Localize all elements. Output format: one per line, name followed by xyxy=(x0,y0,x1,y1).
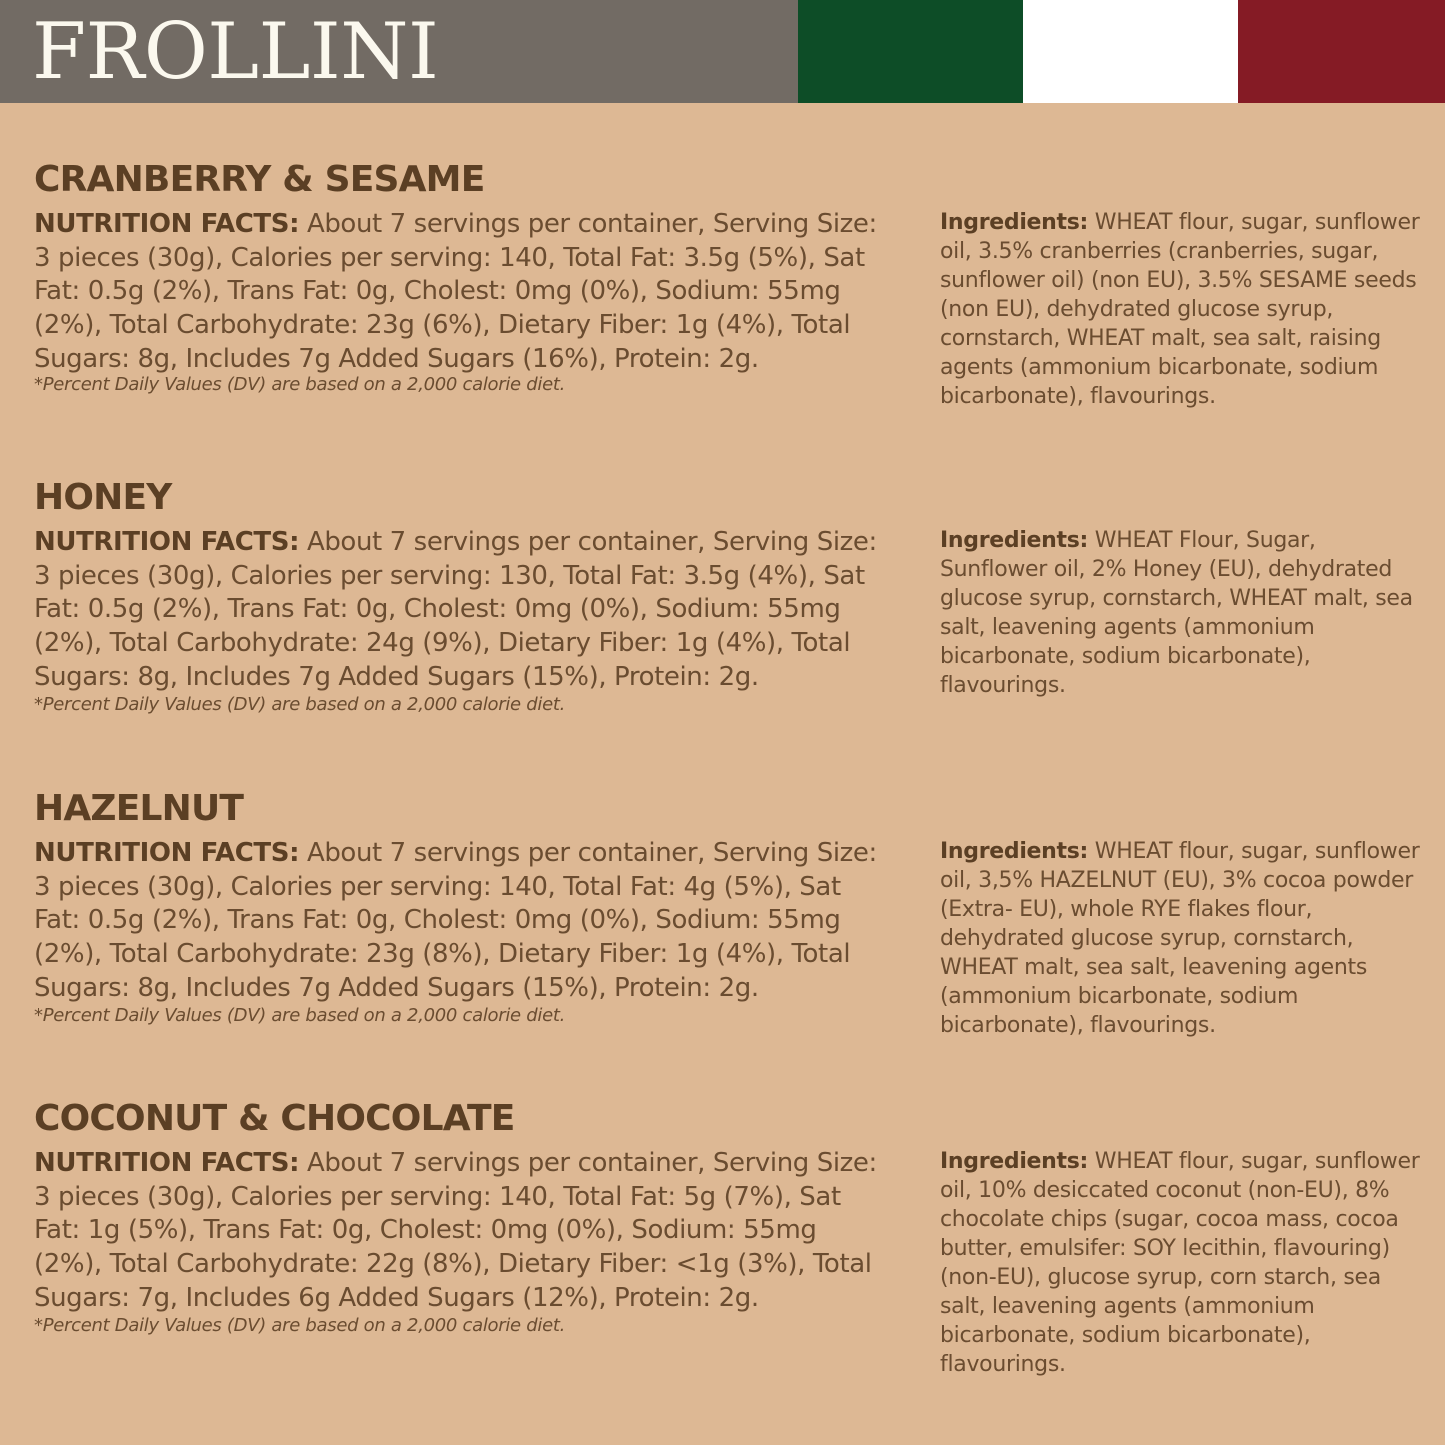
ingredients-label: Ingredients: xyxy=(940,839,1089,864)
flag-white-stripe xyxy=(1023,0,1238,103)
dv-footnote: *Percent Daily Values (DV) are based on a 2,000 calorie diet. xyxy=(34,374,566,395)
nutrition-label: NUTRITION FACTS: xyxy=(34,838,300,868)
nutrition-text: About 7 servings per container, Serving Size: 3 pieces (30g), Calories per serving: 140, Total Fat: 5g (7%), Sat Fat: 1g (5%), Trans Fat: 0g, Cholest: 0mg (0%), Sodium: 55mg (2%), Total Carbohydrate: 22g (8%), Dietary Fiber: <1g (3%), Total Sugars: 7g, Includes 6g Added Sugars (12%), Protein: 2g. xyxy=(34,1148,877,1313)
dv-footnote: *Percent Daily Values (DV) are based on a 2,000 calorie diet. xyxy=(34,694,566,715)
nutrition-label: NUTRITION FACTS: xyxy=(34,209,300,239)
flavor-title: COCONUT & CHOCOLATE xyxy=(34,1098,515,1139)
dv-footnote: *Percent Daily Values (DV) are based on a 2,000 calorie diet. xyxy=(34,1315,566,1336)
nutrition-text: About 7 servings per container, Serving Size: 3 pieces (30g), Calories per serving: 140, Total Fat: 4g (5%), Sat Fat: 0.5g (2%), Trans Fat: 0g, Cholest: 0mg (0%), Sodium: 55mg (2%), Total Carbohydrate: 23g (8%), Dietary Fiber: 1g (4%), Total Sugars: 8g, Includes 7g Added Sugars (15%), Protein: 2g. xyxy=(34,838,877,1003)
ingredients xyxy=(940,208,1420,411)
nutrition-label: NUTRITION FACTS: xyxy=(34,1148,300,1178)
ingredients-label: Ingredients: xyxy=(940,210,1089,235)
nutrition-facts xyxy=(34,526,884,695)
ingredients-text: WHEAT flour, sugar, sunflower oil, 10% desiccated coconut (non-EU), 8% chocolate chips (sugar, cocoa mass, cocoa butter, emulsifer: SOY lecithin, flavouring)(non-EU), glucose syrup, corn starch, sea salt, leavening agents (ammonium bicarbonate, sodium bicarbonate), flavourings. xyxy=(940,1149,1420,1377)
nutrition-facts xyxy=(34,837,884,1006)
ingredients-text: WHEAT flour, sugar, sunflower oil, 3.5% cranberries (cranberries, sugar, sunflower oil) (non EU), 3.5% SESAME seeds (non EU), dehydrated glucose syrup, cornstarch, WHEAT malt, sea salt, raising agents (ammonium bicarbonate, sodium bicarbonate), flavourings. xyxy=(940,210,1420,409)
nutrition-label: NUTRITION FACTS: xyxy=(34,527,300,557)
ingredients-text: WHEAT flour, sugar, sunflower oil, 3,5% HAZELNUT (EU), 3% cocoa powder (Extra- EU), whole RYE flakes flour, dehydrated glucose syrup, cornstarch, WHEAT malt, sea salt, leavening agents (ammonium bicarbonate, sodium bicarbonate), flavourings. xyxy=(940,839,1420,1038)
nutrition-text: About 7 servings per container, Serving Size: 3 pieces (30g), Calories per serving: 140, Total Fat: 3.5g (5%), Sat Fat: 0.5g (2%), Trans Fat: 0g, Cholest: 0mg (0%), Sodium: 55mg (2%), Total Carbohydrate: 23g (6%), Dietary Fiber: 1g (4%), Total Sugars: 8g, Includes 7g Added Sugars (16%), Protein: 2g. xyxy=(34,209,877,374)
ingredients xyxy=(940,837,1420,1040)
nutrition-facts xyxy=(34,1147,884,1316)
flag-green-stripe xyxy=(798,0,1023,103)
flavor-title: HONEY xyxy=(34,477,172,518)
nutrition-text: About 7 servings per container, Serving Size: 3 pieces (30g), Calories per serving: 130, Total Fat: 3.5g (4%), Sat Fat: 0.5g (2%), Trans Fat: 0g, Cholest: 0mg (0%), Sodium: 55mg (2%), Total Carbohydrate: 24g (9%), Dietary Fiber: 1g (4%), Total Sugars: 8g, Includes 7g Added Sugars (15%), Protein: 2g. xyxy=(34,527,877,692)
flavor-title: CRANBERRY & SESAME xyxy=(34,159,485,200)
ingredients-label: Ingredients: xyxy=(940,1149,1089,1174)
brand-title: FROLLINI xyxy=(32,7,439,97)
ingredients xyxy=(940,526,1420,700)
header-banner xyxy=(0,0,1445,103)
flag-red-stripe xyxy=(1238,0,1445,103)
ingredients xyxy=(940,1147,1420,1379)
ingredients-text: WHEAT Flour, Sugar, Sunflower oil, 2% Honey (EU), dehydrated glucose syrup, cornstarch, WHEAT malt, sea salt, leavening agents (ammonium bicarbonate, sodium bicarbonate), flavourings. xyxy=(940,528,1413,698)
ingredients-label: Ingredients: xyxy=(940,528,1089,553)
flavor-title: HAZELNUT xyxy=(34,788,244,829)
nutrition-facts xyxy=(34,208,884,377)
dv-footnote: *Percent Daily Values (DV) are based on a 2,000 calorie diet. xyxy=(34,1005,566,1026)
